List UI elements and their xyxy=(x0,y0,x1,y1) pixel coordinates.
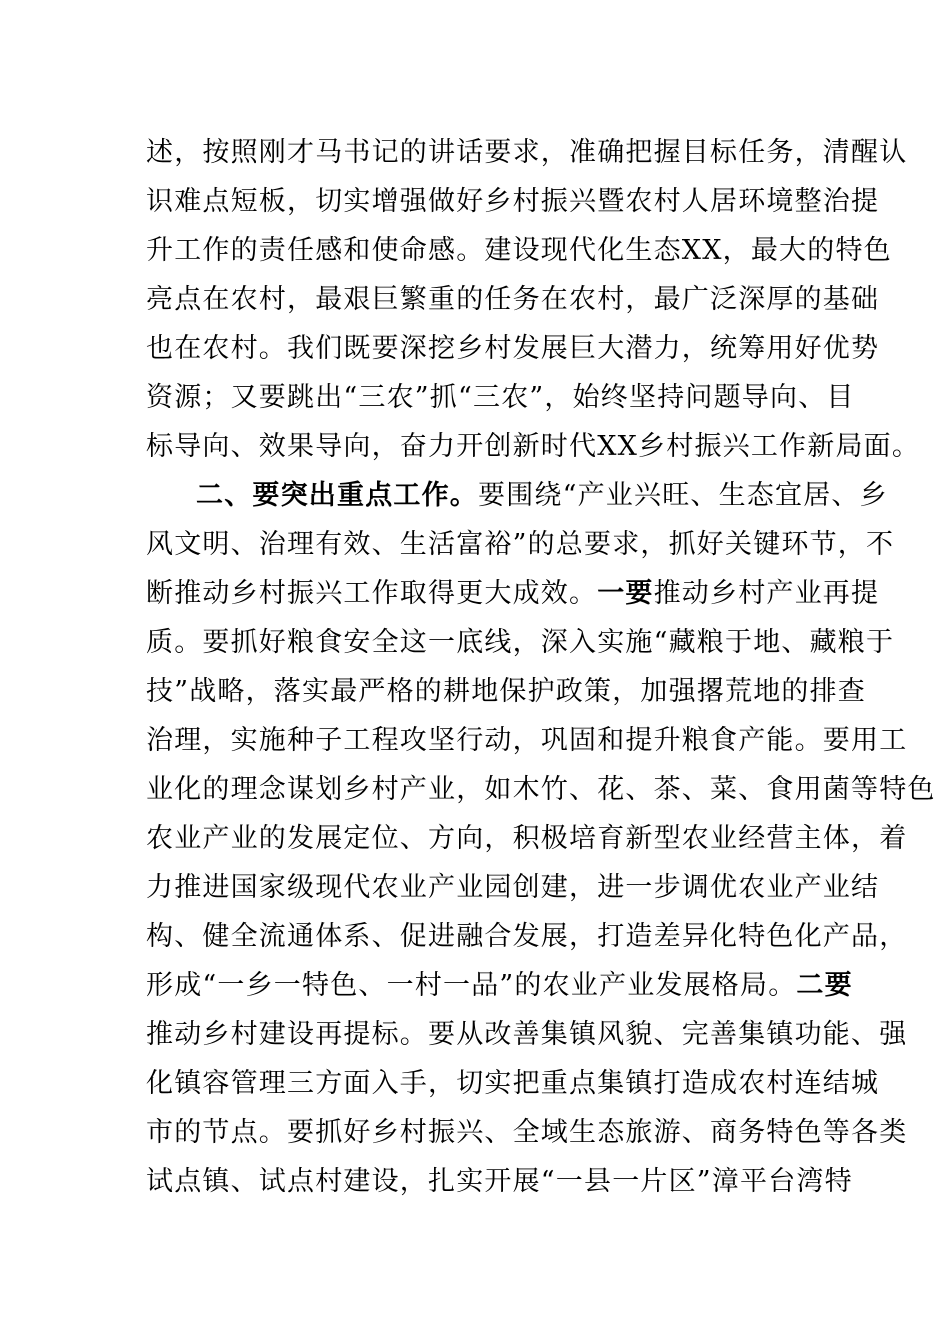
text-line xyxy=(146,716,908,765)
text-segment: 推动乡村建设再提标。要从改善集镇风貌、完善集镇功能、强 xyxy=(146,1019,908,1050)
text-segment: 技”战略，落实最严格的耕地保护政策，加强撂荒地的排查 xyxy=(146,676,867,707)
text-segment: 治理，实施种子工程攻坚行动，巩固和提升粮食产能。要用工 xyxy=(146,725,908,756)
text-line xyxy=(146,961,853,1010)
text-segment: 农业产业的发展定位、方向，积极培育新型农业经营主体，着 xyxy=(146,823,908,854)
text-segment: 业化的理念谋划乡村产业，如木竹、花、茶、菜、食用菌等特色 xyxy=(146,774,936,805)
text-line xyxy=(146,520,895,569)
text-segment: 资源；又要跳出“三农”抓“三农”，始终坚持问题导向、目 xyxy=(146,382,855,413)
text-segment: 化镇容管理三方面入手，切实把重点集镇打造成农村连结城 xyxy=(146,1068,880,1099)
text-line xyxy=(146,1157,853,1206)
bold-text-segment: 二、要突出重点工作。 xyxy=(196,480,478,511)
text-segment: 升工作的责任感和使命感。建设现代化生态XX，最大的特色 xyxy=(146,235,892,266)
document-body xyxy=(146,128,936,1206)
text-line xyxy=(146,569,880,618)
text-segment: 推动乡村产业再提 xyxy=(653,578,880,609)
text-segment: 风文明、治理有效、生活富裕”的总要求，抓好关键环节，不 xyxy=(146,529,895,560)
text-line xyxy=(146,373,855,422)
text-segment: 述，按照刚才马书记的讲话要求，准确把握目标任务，清醒认 xyxy=(146,137,908,168)
text-segment: 质。要抓好粮食安全这一底线，深入实施“藏粮于地、藏粮于 xyxy=(146,627,895,658)
text-line xyxy=(146,1010,908,1059)
text-line xyxy=(146,814,908,863)
text-line xyxy=(146,765,936,814)
text-line xyxy=(146,324,880,373)
text-segment: 构、健全流通体系、促进融合发展，打造差异化特色化产品， xyxy=(146,921,908,952)
text-segment: 也在农村。我们既要深挖乡村发展巨大潜力，统筹用好优势 xyxy=(146,333,880,364)
text-line xyxy=(146,1059,880,1108)
text-line xyxy=(146,422,921,471)
text-segment: 力推进国家级现代农业产业园创建，进一步调优农业产业结 xyxy=(146,872,880,903)
bold-text-segment: 二要 xyxy=(796,970,853,1001)
text-line xyxy=(146,618,895,667)
text-line xyxy=(146,275,880,324)
text-line xyxy=(146,177,880,226)
bold-text-segment: 一要 xyxy=(597,578,654,609)
text-line xyxy=(146,912,908,961)
text-line xyxy=(146,667,867,716)
text-segment: 标导向、效果导向，奋力开创新时代XX乡村振兴工作新局面。 xyxy=(146,431,921,462)
text-segment: 形成“一乡一特色、一村一品”的农业产业发展格局。 xyxy=(146,970,797,1001)
text-segment: 断推动乡村振兴工作取得更大成效。 xyxy=(146,578,598,609)
text-line xyxy=(146,1108,908,1157)
paragraph-first-line xyxy=(146,471,888,520)
text-segment: 市的节点。要抓好乡村振兴、全域生态旅游、商务特色等各类 xyxy=(146,1117,908,1148)
text-line xyxy=(146,226,892,275)
text-segment: 亮点在农村，最艰巨繁重的任务在农村，最广泛深厚的基础 xyxy=(146,284,880,315)
text-segment: 试点镇、试点村建设，扎实开展“一县一片区”漳平台湾特 xyxy=(146,1166,853,1197)
text-segment: 识难点短板，切实增强做好乡村振兴暨农村人居环境整治提 xyxy=(146,186,880,217)
text-line xyxy=(146,863,880,912)
text-segment: 要围绕“产业兴旺、生态宜居、乡 xyxy=(478,480,888,511)
text-line xyxy=(146,128,908,177)
